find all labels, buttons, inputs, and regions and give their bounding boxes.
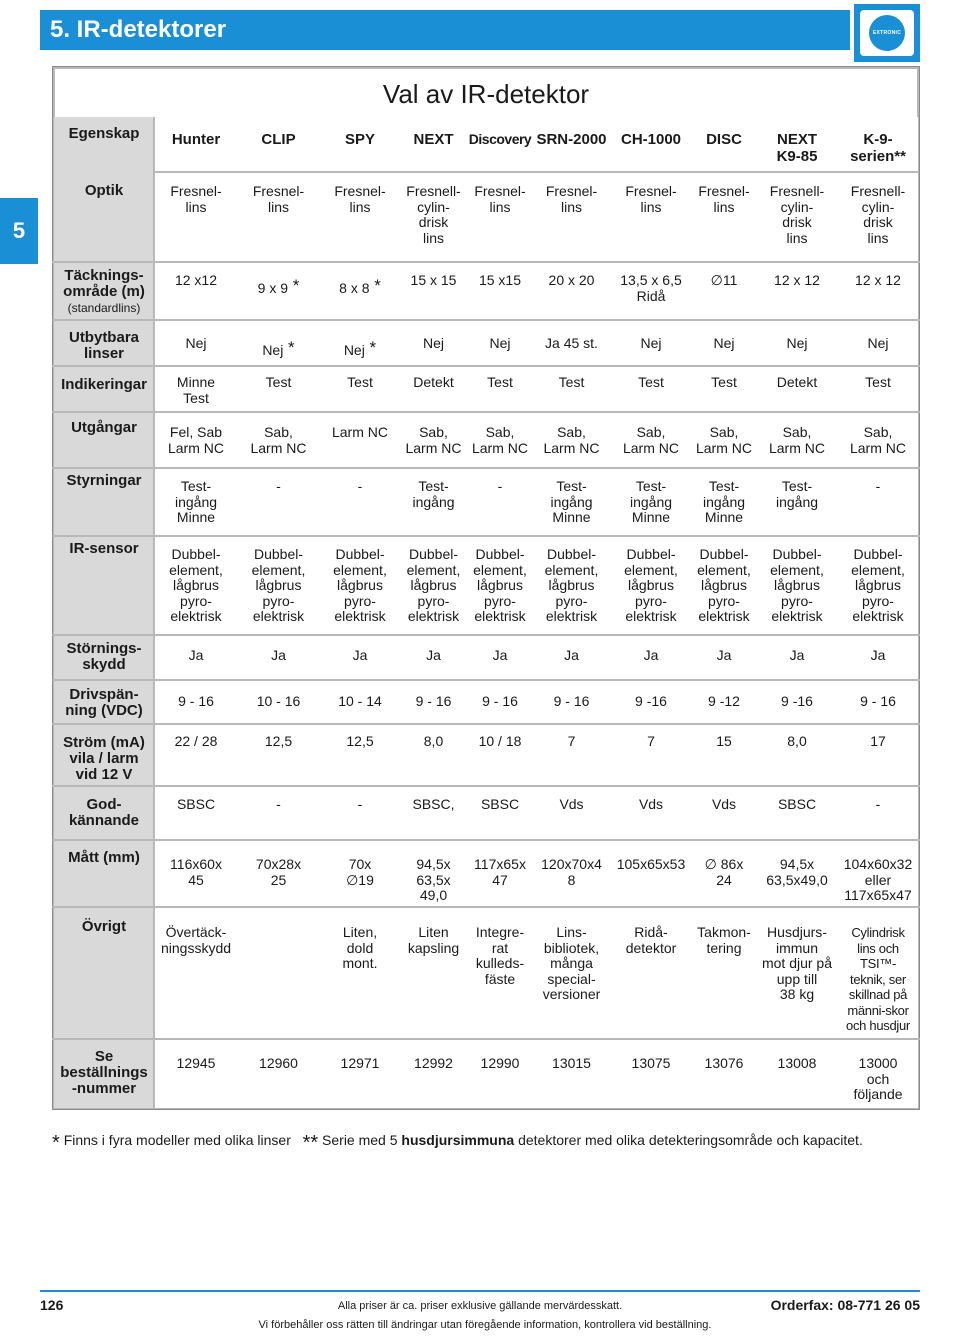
row-label: Ström (mA) vila / larm vid 12 V bbox=[63, 734, 145, 783]
logo-text: EXTRONIC bbox=[872, 30, 902, 36]
table-cell: Test bbox=[265, 374, 292, 390]
table-cell: Sab, Larm NC bbox=[849, 424, 906, 456]
row-label: Utbytbara linser bbox=[68, 329, 139, 362]
table-cell: 8 x 8 * bbox=[339, 276, 381, 296]
table-cell: Ja bbox=[789, 647, 805, 663]
table-cell: Ja bbox=[188, 647, 204, 663]
row-label: IR-sensor bbox=[69, 540, 139, 557]
table-cell: Sab, Larm NC bbox=[405, 424, 462, 456]
row-divider bbox=[52, 261, 920, 263]
table-cell: Vds bbox=[638, 796, 664, 812]
table-cell: 13015 bbox=[552, 1055, 591, 1071]
table-cell: Fresnel- lins bbox=[252, 183, 305, 215]
table-cell: Test bbox=[487, 374, 513, 390]
footnote-2-post: detektorer med olika detekteringsområde och kapacitet. bbox=[518, 1132, 863, 1148]
table-cell: Dubbel- element, lågbrus pyro- elektrisk bbox=[169, 546, 223, 624]
table-cell: 70x28x 25 bbox=[255, 856, 302, 888]
footnote-1: Finns i fyra modeller med olika linser bbox=[63, 1132, 291, 1148]
row-divider bbox=[52, 365, 920, 367]
model-header: CH-1000 bbox=[620, 131, 682, 148]
table-cell: SBSC bbox=[480, 796, 520, 812]
row-divider bbox=[52, 839, 920, 841]
table-cell: 13008 bbox=[777, 1055, 817, 1071]
footnote-2-pre: Serie med 5 bbox=[322, 1132, 398, 1148]
table-cell: Sab, Larm NC bbox=[695, 424, 752, 456]
table-cell: Nej * bbox=[262, 338, 295, 358]
footnote-marker: * bbox=[369, 276, 381, 295]
table-cell: 8,0 bbox=[423, 733, 444, 749]
row-label: Täcknings- område (m) (standardlins) bbox=[63, 267, 145, 315]
section-title: 5. IR-detektorer bbox=[50, 16, 227, 43]
row-divider bbox=[52, 906, 920, 908]
table-cell: Test bbox=[638, 374, 664, 390]
table-cell: Ja bbox=[271, 647, 286, 663]
table-cell: 70x ∅19 bbox=[346, 856, 374, 888]
table-cell: Sab, Larm NC bbox=[768, 424, 825, 456]
reservation-note: Vi förbehåller oss rätten till ändringar utan föregående information, kontrollera vid beställning. bbox=[258, 1319, 712, 1331]
table-cell: Ja bbox=[426, 647, 441, 663]
table-cell: Fresnell- cylin- drisk lins bbox=[769, 183, 825, 246]
table-cell: Fresnell- cylin- drisk lins bbox=[406, 183, 461, 246]
table-cell: Test- ingång Minne bbox=[174, 478, 218, 525]
table-cell: ∅11 bbox=[710, 272, 738, 288]
table-cell: 13,5 x 6,5 Ridå bbox=[620, 272, 682, 304]
table-cell: 116x60x 45 bbox=[170, 856, 222, 888]
table-cell: 9 x 9 * bbox=[257, 276, 300, 296]
table-cell: SBSC bbox=[777, 796, 817, 812]
table-cell: Nej bbox=[185, 335, 207, 351]
table-cell: 7 bbox=[647, 733, 655, 749]
table-cell: Liten kapsling bbox=[407, 924, 460, 956]
table-cell: Takmon- tering bbox=[697, 924, 751, 956]
table-cell: Sab, Larm NC bbox=[250, 424, 307, 456]
table-cell: Nej bbox=[422, 335, 444, 351]
table-cell: 94,5x 63,5x 49,0 bbox=[416, 856, 451, 903]
footnote-2-bold: husdjursimmuna bbox=[401, 1132, 515, 1148]
row-label: Indikeringar bbox=[61, 376, 147, 393]
table-cell: 15 bbox=[716, 733, 732, 749]
property-header: Egenskap bbox=[68, 125, 140, 142]
table-cell: - bbox=[276, 796, 281, 812]
row-divider bbox=[52, 634, 920, 636]
table-cell: Dubbel- element, lågbrus pyro- elektrisk bbox=[697, 546, 751, 624]
table-cell: 10 - 16 bbox=[256, 693, 301, 709]
row-label: Drivspän- ning (VDC) bbox=[65, 686, 143, 719]
table-cell: Ja bbox=[492, 647, 508, 663]
table-cell: Fresnel- lins bbox=[545, 183, 598, 215]
model-header: Discovery bbox=[468, 131, 532, 147]
table-cell: Nej bbox=[867, 335, 889, 351]
table-cell: Nej bbox=[489, 335, 511, 351]
table-cell: 9 -16 bbox=[781, 693, 813, 709]
label-column bbox=[54, 117, 153, 1108]
table-cell: Detekt bbox=[413, 374, 454, 390]
table-cell: Fresnel- lins bbox=[698, 183, 750, 215]
table-cell: Test- ingång Minne bbox=[629, 478, 673, 525]
table-cell: 12 x12 bbox=[174, 272, 218, 288]
table-cell: 12945 bbox=[176, 1055, 216, 1071]
table-cell: 22 / 28 bbox=[174, 733, 218, 749]
table-cell: 20 x 20 bbox=[548, 272, 595, 288]
row-divider bbox=[52, 319, 920, 321]
table-cell: Ja bbox=[564, 647, 579, 663]
table-cell: Dubbel- element, lågbrus pyro- elektrisk bbox=[251, 546, 306, 624]
row-divider bbox=[52, 535, 920, 537]
model-header: CLIP bbox=[261, 131, 296, 148]
table-cell: Dubbel- element, lågbrus pyro- elektrisk bbox=[624, 546, 678, 624]
row-divider bbox=[52, 467, 920, 469]
model-header: K-9- serien** bbox=[850, 131, 906, 165]
table-cell: Nej * bbox=[343, 338, 377, 358]
table-cell: Fresnel- lins bbox=[170, 183, 222, 215]
table-cell: Test bbox=[711, 374, 737, 390]
table-cell: Test bbox=[558, 374, 585, 390]
table-cell: 9 - 16 bbox=[415, 693, 452, 709]
table-cell: 12992 bbox=[414, 1055, 453, 1071]
table-cell: Detekt bbox=[776, 374, 818, 390]
table-cell: SBSC bbox=[176, 796, 216, 812]
row-divider bbox=[52, 679, 920, 681]
table-cell: 104x60x32 eller 117x65x47 bbox=[843, 856, 913, 903]
table-cell: Nej bbox=[786, 335, 808, 351]
table-cell: 13076 bbox=[704, 1055, 744, 1071]
table-cell: Liten, dold mont. bbox=[342, 924, 378, 971]
table-cell: Integre- rat kulleds- fäste bbox=[475, 924, 525, 987]
table-cell: Vds bbox=[711, 796, 737, 812]
table-title: Val av IR-detektor bbox=[382, 79, 590, 109]
table-title-box bbox=[55, 69, 917, 117]
table-cell: Vds bbox=[559, 796, 584, 812]
page-number: 126 bbox=[40, 1297, 64, 1313]
table-cell: Ja bbox=[352, 647, 368, 663]
row-label: Se beställnings -nummer bbox=[60, 1048, 148, 1097]
table-cell: - bbox=[357, 796, 363, 812]
table-cell: 105x65x53 bbox=[616, 856, 686, 872]
footnote-marker: * bbox=[364, 338, 377, 357]
table-cell: Lins- bibliotek, många special- versioner bbox=[542, 924, 601, 1002]
table-cell: 12960 bbox=[259, 1055, 298, 1071]
footnote-marker: * bbox=[288, 276, 300, 295]
table-cell: 12971 bbox=[340, 1055, 380, 1071]
orderfax: Orderfax: 08-771 26 05 bbox=[770, 1297, 920, 1313]
table-cell: Ja bbox=[716, 647, 732, 663]
table-cell: 12 x 12 bbox=[855, 272, 901, 288]
section-tab: 5 bbox=[0, 198, 38, 264]
table-cell: Dubbel- element, lågbrus pyro- elektrisk bbox=[473, 546, 527, 624]
table-cell: 13075 bbox=[631, 1055, 671, 1071]
table-cell: 10 / 18 bbox=[478, 733, 522, 749]
row-divider bbox=[52, 785, 920, 787]
table-cell: Övertäck- ningsskydd bbox=[160, 924, 232, 956]
logo-icon bbox=[869, 15, 905, 51]
model-header: NEXT K9-85 bbox=[776, 131, 818, 165]
table-cell: ∅ 86x 24 bbox=[704, 856, 744, 888]
row-label: Styrningar bbox=[66, 472, 142, 489]
table-cell: Fresnel- lins bbox=[625, 183, 677, 215]
table-cell: 94,5x 63,5x49,0 bbox=[766, 856, 828, 888]
table-cell: 9 -16 bbox=[635, 693, 667, 709]
table-cell: - bbox=[497, 478, 503, 494]
table-cell: Dubbel- element, lågbrus pyro- elektrisk bbox=[333, 546, 387, 624]
table-cell: Dubbel- element, lågbrus pyro- elektrisk bbox=[406, 546, 461, 624]
row-label-sub: (standardlins) bbox=[67, 301, 141, 315]
prices-note: Alla priser är ca. priser exklusive gällande mervärdesskatt. bbox=[337, 1300, 623, 1312]
table-cell: - bbox=[357, 478, 363, 494]
model-header: NEXT bbox=[413, 131, 454, 148]
table-cell: Ja bbox=[643, 647, 659, 663]
model-header: DISC bbox=[706, 131, 742, 148]
table-cell: Dubbel- element, lågbrus pyro- elektrisk bbox=[851, 546, 905, 624]
table-cell: 12 x 12 bbox=[774, 272, 820, 288]
table-cell: Test bbox=[865, 374, 891, 390]
table-cell: 9 -12 bbox=[708, 693, 740, 709]
row-divider bbox=[52, 723, 920, 725]
row-label: Övrigt bbox=[81, 918, 127, 935]
table-cell: 12990 bbox=[480, 1055, 520, 1071]
table-cell: Larm NC bbox=[331, 424, 388, 440]
footnote-marker: * bbox=[283, 338, 295, 357]
row-label: Mått (mm) bbox=[68, 849, 140, 866]
table-cell: Test- ingång bbox=[775, 478, 819, 510]
logo bbox=[854, 4, 920, 62]
row-label: God- kännande bbox=[68, 796, 140, 829]
row-label: Störnings- skydd bbox=[66, 640, 142, 673]
row-label: Optik bbox=[84, 182, 124, 199]
table-cell: Fresnel- lins bbox=[474, 183, 526, 215]
footnotes: * Finns i fyra modeller med olika linser ** Serie med 5 husdjursimmuna detektorer med olika detekteringsområde och kapacitet. bbox=[52, 1132, 863, 1154]
table-cell: 12,5 bbox=[264, 733, 293, 749]
table-cell: Sab, Larm NC bbox=[543, 424, 600, 456]
table-cell: Dubbel- element, lågbrus pyro- elektrisk bbox=[544, 546, 599, 624]
table-cell: 7 bbox=[567, 733, 576, 749]
table-cell: Ja bbox=[870, 647, 886, 663]
table-cell: 117x65x 47 bbox=[474, 856, 526, 888]
model-header: SPY bbox=[344, 131, 375, 148]
table-cell: 9 - 16 bbox=[178, 693, 214, 709]
table-cell: Fresnel- lins bbox=[334, 183, 386, 215]
table-cell: 8,0 bbox=[787, 733, 807, 749]
table-cell: Husdjurs- immun mot djur på upp till 38 kg bbox=[761, 924, 833, 1002]
model-header: Hunter bbox=[171, 131, 221, 148]
table-cell: Fresnell- cylin- drisk lins bbox=[850, 183, 906, 246]
table-cell: Nej bbox=[713, 335, 735, 351]
table-cell: Sab, Larm NC bbox=[622, 424, 679, 456]
table-cell: 15 x 15 bbox=[410, 272, 457, 288]
table-cell: Test- ingång Minne bbox=[550, 478, 593, 525]
table-cell: - bbox=[875, 478, 881, 494]
table-cell: Ja 45 st. bbox=[545, 335, 598, 351]
table-cell: Sab, Larm NC bbox=[471, 424, 528, 456]
model-header: SRN-2000 bbox=[536, 131, 607, 148]
table-cell: SBSC, bbox=[412, 796, 455, 812]
table-cell: Nej bbox=[640, 335, 662, 351]
table-cell: 10 - 14 bbox=[338, 693, 382, 709]
table-cell: - bbox=[276, 478, 281, 494]
table-cell: 12,5 bbox=[346, 733, 374, 749]
section-banner bbox=[40, 10, 850, 50]
table-cell: Minne Test bbox=[176, 374, 216, 406]
table-cell: Dubbel- element, lågbrus pyro- elektrisk bbox=[770, 546, 824, 624]
table-cell: Test- ingång Minne bbox=[702, 478, 746, 525]
table-cell: - bbox=[875, 796, 881, 812]
table-cell: 15 x15 bbox=[478, 272, 522, 288]
row-divider bbox=[52, 411, 920, 413]
row-label: Utgångar bbox=[71, 419, 137, 436]
table-cell: 13000 och följande bbox=[853, 1055, 903, 1102]
row-divider bbox=[52, 1038, 920, 1040]
table-cell: Test bbox=[347, 374, 373, 390]
table-cell: 120x70x4 8 bbox=[541, 856, 602, 888]
table-cell: Test- ingång bbox=[412, 478, 455, 510]
table-cell: 9 - 16 bbox=[860, 693, 896, 709]
table-cell: Fel, Sab Larm NC bbox=[167, 424, 224, 456]
footer-rule bbox=[40, 1290, 920, 1292]
table-cell: 9 - 16 bbox=[482, 693, 518, 709]
table-cell: 9 - 16 bbox=[553, 693, 590, 709]
table-cell: Cylindrisk lins och TSI™- teknik, ser skillnad på männi-skor och husdjur bbox=[846, 925, 910, 1033]
table-cell: Ridå- detektor bbox=[625, 924, 677, 956]
table-cell: 17 bbox=[870, 733, 886, 749]
